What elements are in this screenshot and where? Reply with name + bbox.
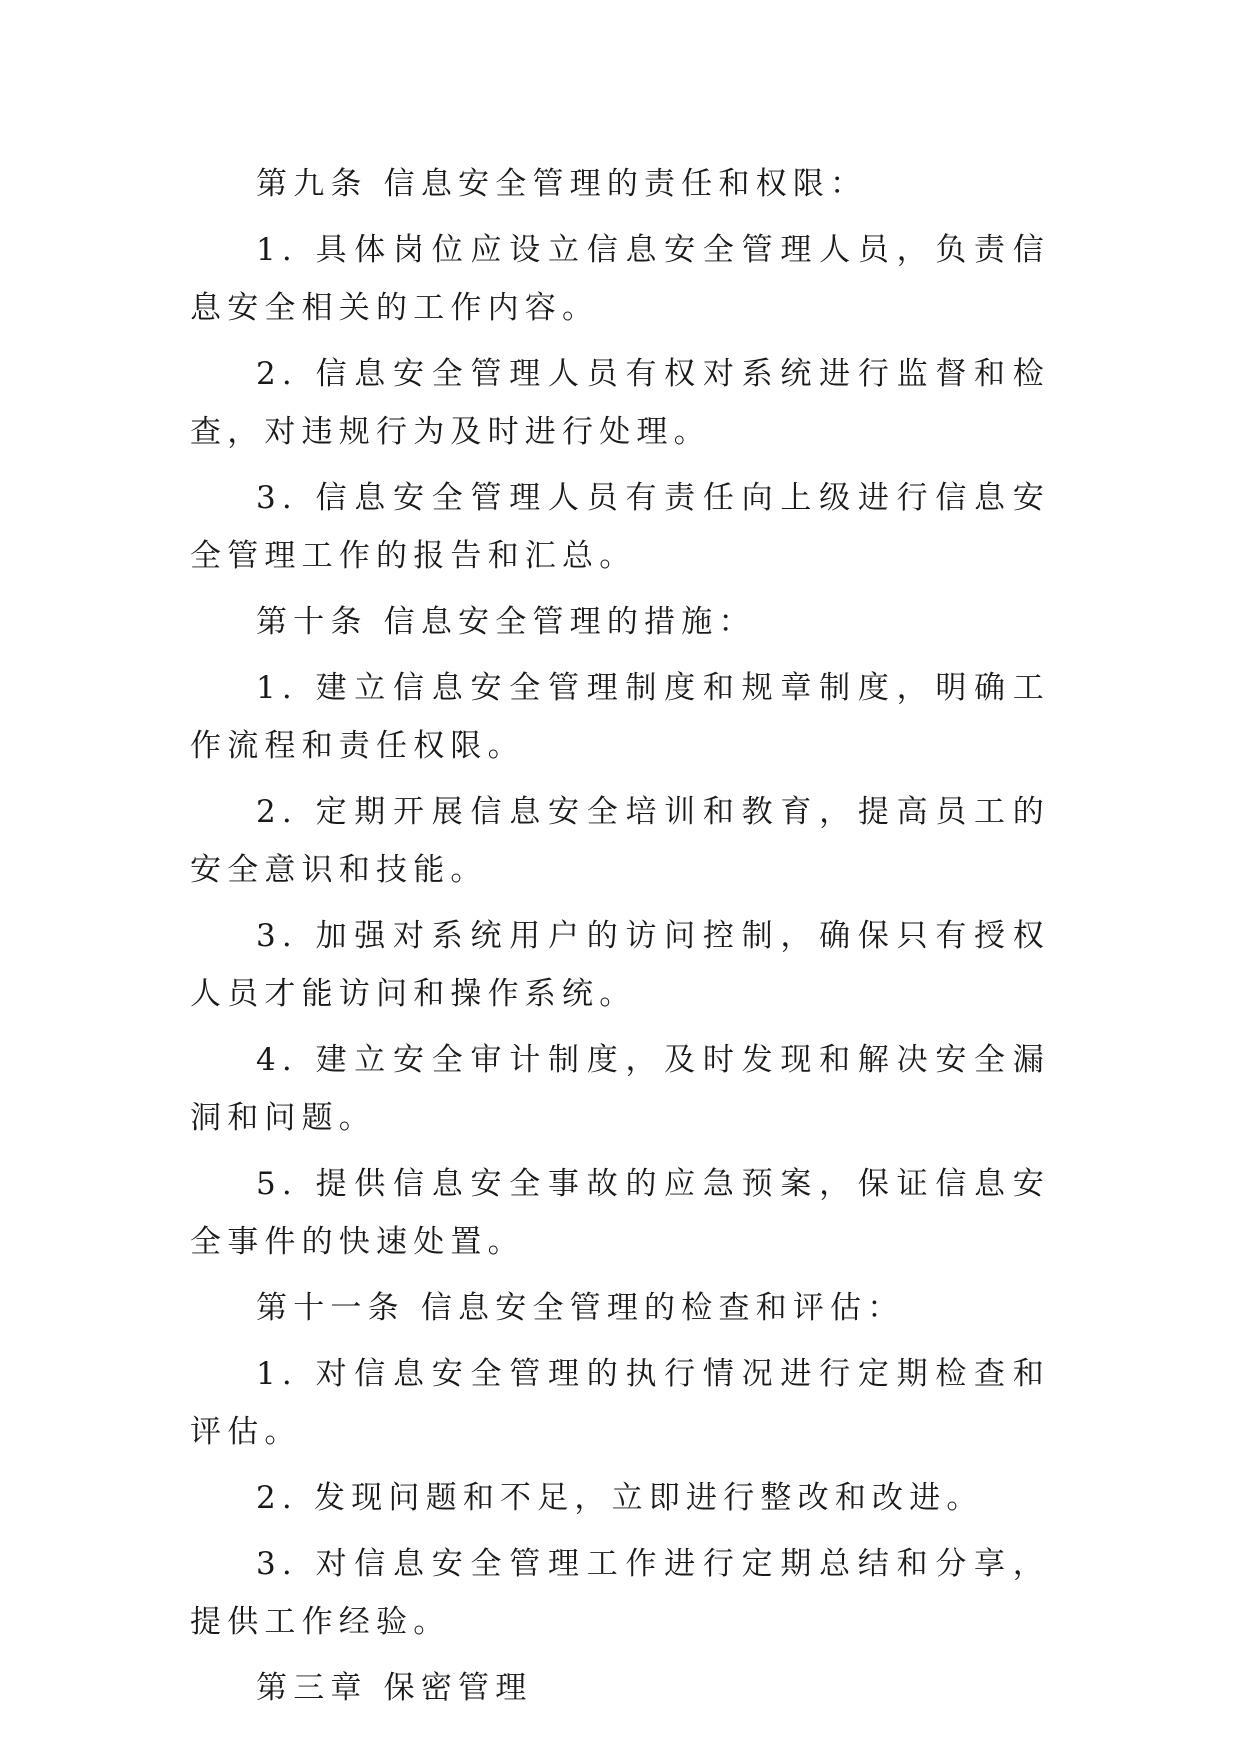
article-11-item-1: 1. 对信息安全管理的执行情况进行定期检查和评估。 xyxy=(190,1356,1050,1450)
article-11-item-3: 3. 对信息安全管理工作进行定期总结和分享，提供工作经验。 xyxy=(190,1546,1050,1640)
chapter-3-heading: 第三章 保密管理 xyxy=(256,1670,533,1706)
article-10-heading: 第十条 信息安全管理的措施： xyxy=(256,604,756,640)
article-10-item-4: 4. 建立安全审计制度，及时发现和解决安全漏洞和问题。 xyxy=(190,1042,1050,1136)
article-10-item-3: 3. 加强对系统用户的访问控制，确保只有授权人员才能访问和操作系统。 xyxy=(190,918,1050,1012)
article-9-item-2: 2. 信息安全管理人员有权对系统进行监督和检查，对违规行为及时进行处理。 xyxy=(190,356,1050,450)
article-10-item-1: 1. 建立信息安全管理制度和规章制度，明确工作流程和责任权限。 xyxy=(190,670,1050,764)
article-11-heading: 第十一条 信息安全管理的检查和评估： xyxy=(256,1290,905,1326)
article-11-item-2: 2. 发现问题和不足，立即进行整改和改进。 xyxy=(256,1480,984,1516)
article-9-item-1: 1. 具体岗位应设立信息安全管理人员，负责信息安全相关的工作内容。 xyxy=(190,232,1050,326)
article-10-item-5: 5. 提供信息安全事故的应急预案，保证信息安全事件的快速处置。 xyxy=(190,1166,1050,1260)
article-10-item-2: 2. 定期开展信息安全培训和教育，提高员工的安全意识和技能。 xyxy=(190,794,1050,888)
article-9-item-3: 3. 信息安全管理人员有责任向上级进行信息安全管理工作的报告和汇总。 xyxy=(190,480,1050,574)
article-9-heading: 第九条 信息安全管理的责任和权限： xyxy=(256,166,868,202)
document-page xyxy=(190,155,1050,1725)
